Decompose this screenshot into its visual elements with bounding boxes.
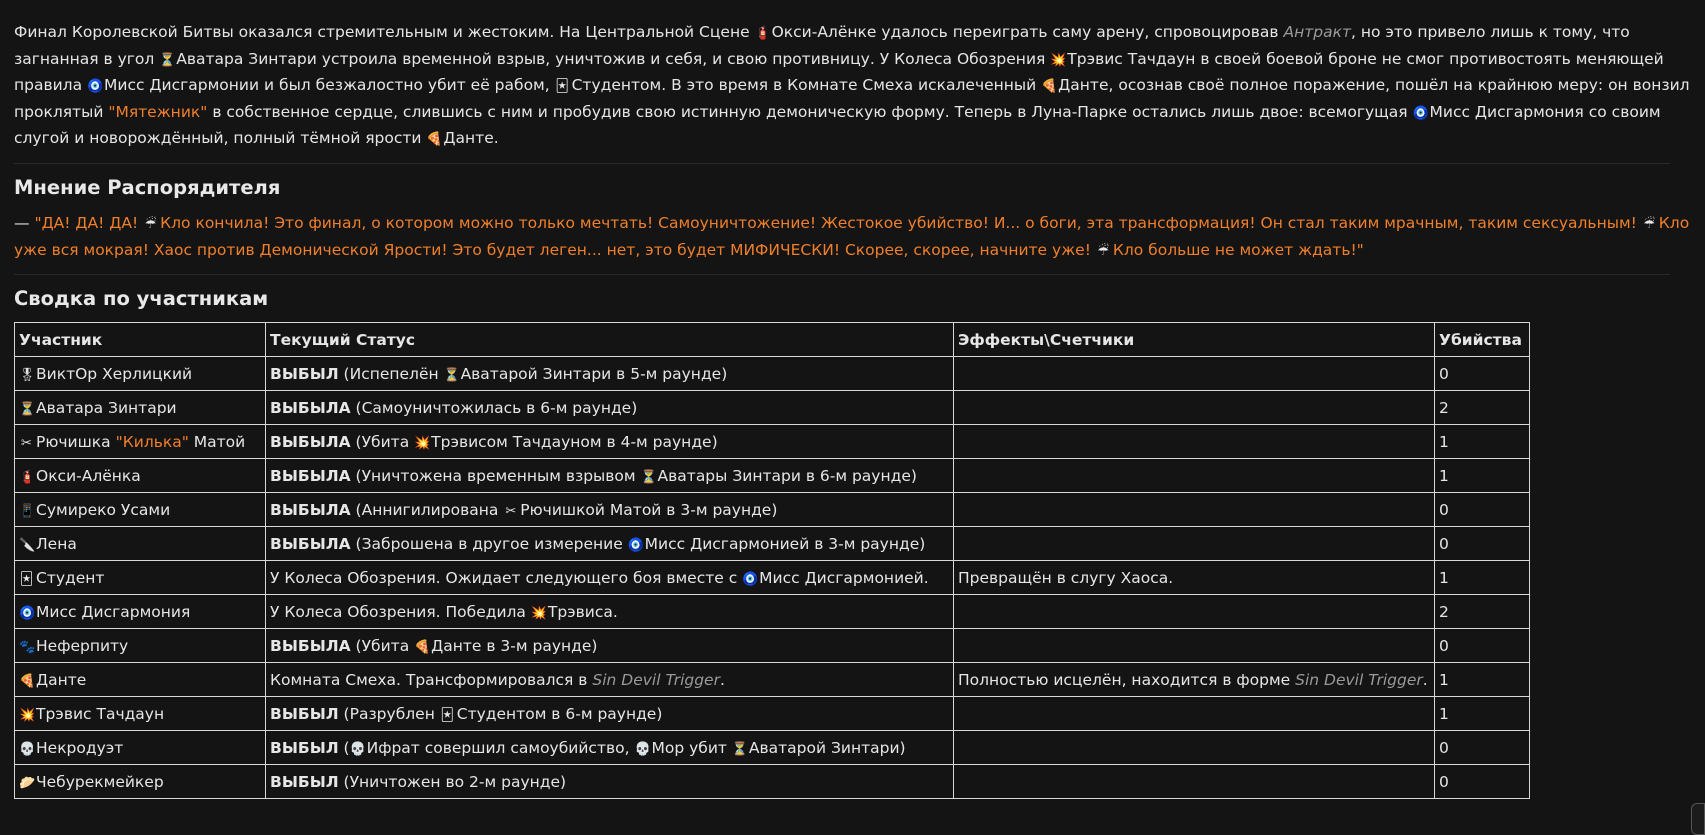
- skull-icon: 💀: [634, 741, 651, 757]
- kills-cell: 1: [1435, 459, 1530, 493]
- status-text: У Колеса Обозрения. Ожидает следующего боя вместе с: [270, 568, 743, 587]
- medal-icon: 🎖: [19, 367, 36, 383]
- divider: [14, 274, 1670, 275]
- kills-cell: 0: [1435, 765, 1530, 799]
- effects-text: .: [1422, 670, 1428, 689]
- intro-paragraph: [14, 20, 1690, 153]
- explosion-icon: 💥: [530, 605, 548, 621]
- status-cell: [266, 493, 954, 527]
- participant-name: Данте: [36, 670, 87, 689]
- status-badge: ВЫБЫЛА: [270, 398, 351, 417]
- participant-cell: [15, 595, 266, 629]
- effects-cell: [954, 629, 1435, 663]
- hourglass-icon: ⏳: [731, 741, 749, 757]
- intro-text: Мисс Дисгармония со своим слугой и новорождённый, полный тёмной ярости: [14, 102, 1661, 148]
- participant-cell: [15, 357, 266, 391]
- status-text: Данте в 3-м раунде): [431, 636, 598, 655]
- status-badge: ВЫБЫЛ: [270, 738, 339, 757]
- quote-text: Кло уже вся мокрая! Хаос против Демонической Ярости! Это будет леген... нет, это будет МИФИЧЕСКИ! Скорее, скорее, начните уже!: [14, 213, 1690, 259]
- quote-text: "ДА! ДА! ДА!: [34, 213, 144, 232]
- participant-cell: [15, 765, 266, 799]
- status-text: Аватары Зинтари в 6-м раунде): [657, 466, 917, 485]
- table-row: [15, 561, 1530, 595]
- table-row: [15, 595, 1530, 629]
- status-cell: [266, 391, 954, 425]
- summary-heading: Сводка по участникам: [14, 287, 269, 311]
- participant-name: Чебурекмейкер: [36, 772, 164, 791]
- status-text: Аватарой Зинтари в 5-м раунде): [460, 364, 728, 383]
- nazar-amulet-icon: 🧿: [1412, 105, 1429, 121]
- status-text: (Испепелён: [338, 364, 444, 383]
- status-text: (: [338, 738, 350, 757]
- participant-cell: [15, 527, 266, 561]
- table-row: [15, 765, 1530, 799]
- participant-name: Окси-Алёнка: [36, 466, 141, 485]
- participant-name: Рючишка: [36, 432, 116, 451]
- intermission-emphasis: Антракт: [1283, 23, 1351, 41]
- table-body: [15, 357, 1530, 799]
- rebel-quote: "Мятежник": [108, 102, 208, 121]
- fire-extinguisher-icon: 🧯: [19, 469, 36, 485]
- table-row: [15, 697, 1530, 731]
- status-cell: [266, 663, 954, 697]
- participant-cell: [15, 391, 266, 425]
- status-text: Рючишкой Матой в 3-м раунде): [520, 500, 778, 519]
- participants-table: [14, 322, 1530, 799]
- status-text: (Убита: [350, 636, 415, 655]
- status-emphasis: Sin Devil Trigger: [592, 670, 720, 689]
- status-text: Мор убит: [651, 738, 732, 757]
- intro-text: Мисс Дисгармонии и был безжалостно убит её рабом,: [104, 76, 555, 95]
- header-kills: Убийства: [1435, 323, 1530, 357]
- effects-cell: [954, 527, 1435, 561]
- intro-text: Трэвис Тачдаун в своей боевой броне не смог противостоять меняющей правила: [14, 49, 1664, 95]
- status-text: Мисс Дисгармонией в 3-м раунде): [644, 534, 926, 553]
- effects-cell: [954, 493, 1435, 527]
- table-row: [15, 357, 1530, 391]
- status-text: Трэвисом Тачдауном в 4-м раунде): [431, 432, 718, 451]
- effects-cell: [954, 663, 1435, 697]
- status-text: Ифрат совершил самоубийство,: [366, 738, 635, 757]
- intro-text: Данте.: [443, 129, 499, 148]
- effects-cell: [954, 357, 1435, 391]
- status-badge: ВЫБЫЛА: [270, 466, 351, 485]
- effects-cell: [954, 561, 1435, 595]
- effects-text: Превращён в слугу Хаоса.: [958, 568, 1174, 587]
- skull-icon: 💀: [349, 741, 366, 757]
- kills-cell: 0: [1435, 357, 1530, 391]
- table-row: [15, 425, 1530, 459]
- participant-cell: [15, 697, 266, 731]
- status-text: (Уничтожен во 2-м раунде): [338, 772, 567, 791]
- participant-name: Студент: [36, 568, 105, 587]
- header-status: Текущий Статус: [266, 323, 954, 357]
- hourglass-icon: ⏳: [19, 401, 36, 417]
- intro-text: Студентом. В это время в Комнате Смеха искалеченный: [571, 76, 1042, 95]
- status-text: (Разрублен: [338, 704, 440, 723]
- kills-cell: 0: [1435, 629, 1530, 663]
- status-cell: [266, 765, 954, 799]
- participant-name: Некродуэт: [36, 738, 124, 757]
- nazar-amulet-icon: 🧿: [19, 605, 36, 621]
- status-badge: ВЫБЫЛ: [270, 364, 339, 383]
- skull-icon: 💀: [19, 741, 36, 757]
- table-header-row: [15, 323, 1530, 357]
- joker-card-icon: 🃏: [440, 707, 454, 723]
- pizza-icon: 🍕: [19, 673, 36, 689]
- participant-name: Лена: [36, 534, 77, 553]
- kills-cell: 1: [1435, 561, 1530, 595]
- status-badge: ВЫБЫЛА: [270, 534, 351, 553]
- status-text: Студентом в 6-м раунде): [456, 704, 663, 723]
- kills-cell: 1: [1435, 425, 1530, 459]
- opinion-quote: [14, 211, 1690, 264]
- table-row: [15, 459, 1530, 493]
- status-cell: [266, 425, 954, 459]
- participant-name: Мисс Дисгармония: [36, 602, 191, 621]
- intro-text: Данте, осознав своё полное поражение, пошёл на крайнюю меру: он вонзил проклятый: [14, 76, 1690, 121]
- participant-cell: [15, 561, 266, 595]
- table-row: [15, 663, 1530, 697]
- intro-text: в собственное сердце, слившись с ним и пробудив свою истинную демоническую форму. Теперь в Луна-Парке остались лишь двое: всемогущая: [207, 102, 1413, 121]
- kills-cell: 0: [1435, 493, 1530, 527]
- quote-text: Кло больше не может ждать!": [1112, 240, 1364, 259]
- nazar-amulet-icon: 🧿: [87, 79, 104, 95]
- intro-text: Финал Королевской Битвы оказался стремительным и жестоким. На Центральной Сцене: [14, 23, 755, 41]
- effects-cell: [954, 765, 1435, 799]
- intro-text: Аватара Зинтари устроила временной взрыв, уничтожив и себя, и свою противницу. У Колеса Обозрения: [176, 49, 1051, 68]
- table-row: [15, 493, 1530, 527]
- status-cell: [266, 459, 954, 493]
- kills-cell: 1: [1435, 663, 1530, 697]
- kills-cell: 0: [1435, 731, 1530, 765]
- nazar-amulet-icon: 🧿: [627, 537, 644, 553]
- effects-emphasis: Sin Devil Trigger: [1295, 670, 1423, 689]
- divider: [14, 163, 1670, 164]
- scroll-handle[interactable]: [1691, 803, 1705, 835]
- quote-text: Кло кончила! Это финал, о котором можно только мечтать! Самоуничтожение! Жестокое убийство! И... о боги, эта трансформация! Он стал таким мрачным, таким сексуальным!: [160, 213, 1642, 232]
- participant-cell: [15, 663, 266, 697]
- knife-icon: 🔪: [19, 537, 36, 553]
- effects-text: Полностью исцелён, находится в форме: [958, 670, 1296, 689]
- kills-cell: 0: [1435, 527, 1530, 561]
- opinion-heading: Мнение Распорядителя: [14, 175, 281, 199]
- joker-card-icon: 🃏: [19, 571, 34, 587]
- participant-cell: [15, 629, 266, 663]
- paw-icon: 🐾: [19, 639, 36, 655]
- participant-name: Сумиреко Усами: [36, 500, 171, 519]
- header-effects: Эффекты\Счетчики: [954, 323, 1435, 357]
- status-text: Трэвиса.: [547, 602, 618, 621]
- status-text: (Заброшена в другое измерение: [350, 534, 628, 553]
- explosion-icon: 💥: [414, 435, 431, 451]
- kills-cell: 1: [1435, 697, 1530, 731]
- status-badge: ВЫБЫЛА: [270, 500, 351, 519]
- table-row: [15, 527, 1530, 561]
- fire-extinguisher-icon: 🧯: [754, 26, 771, 41]
- status-cell: [266, 697, 954, 731]
- hourglass-icon: ⏳: [443, 367, 460, 383]
- table-row: [15, 629, 1530, 663]
- joker-card-icon: 🃏: [555, 79, 569, 95]
- participant-name: Аватара Зинтари: [36, 398, 177, 417]
- participant-cell: [15, 493, 266, 527]
- nazar-amulet-icon: 🧿: [742, 571, 759, 587]
- participant-name: Неферпиту: [36, 636, 129, 655]
- intro-text: , но это привело лишь к тому, что загнанная в угол: [14, 23, 1630, 68]
- phone-icon: 📱: [19, 503, 36, 519]
- dash: —: [14, 213, 35, 232]
- scissors-icon: ✂: [21, 435, 32, 451]
- status-text: У Колеса Обозрения. Победила: [270, 602, 531, 621]
- pizza-icon: 🍕: [414, 639, 431, 655]
- participant-name: Трэвис Тачдаун: [36, 704, 165, 723]
- hourglass-icon: ⏳: [159, 52, 176, 68]
- status-text: (Самоуничтожилась в 6-м раунде): [350, 398, 638, 417]
- participant-nickname: "Килька": [115, 432, 189, 451]
- chat-message: [14, 20, 1690, 799]
- table-row: [15, 731, 1530, 765]
- table-row: [15, 391, 1530, 425]
- participant-name: ВиктОр Херлицкий: [36, 364, 193, 383]
- explosion-icon: 💥: [1050, 52, 1067, 68]
- participant-name: Матой: [188, 432, 246, 451]
- effects-cell: [954, 425, 1435, 459]
- effects-cell: [954, 697, 1435, 731]
- pizza-icon: 🍕: [426, 132, 443, 148]
- intro-text: Окси-Алёнке удалось переиграть саму арену, спровоцировав: [771, 23, 1284, 41]
- status-text: Комната Смеха. Трансформировался в: [270, 670, 593, 689]
- status-cell: [266, 595, 954, 629]
- effects-cell: [954, 459, 1435, 493]
- status-cell: [266, 561, 954, 595]
- status-cell: [266, 731, 954, 765]
- header-participant: Участник: [15, 323, 266, 357]
- status-badge: ВЫБЫЛА: [270, 432, 351, 451]
- umbrella-rain-icon: ☔: [144, 216, 157, 232]
- effects-cell: [954, 391, 1435, 425]
- umbrella-rain-icon: ☔: [1097, 243, 1110, 259]
- effects-cell: [954, 731, 1435, 765]
- participant-cell: [15, 459, 266, 493]
- status-cell: [266, 629, 954, 663]
- status-text: Аватарой Зинтари): [748, 738, 906, 757]
- kills-cell: 2: [1435, 391, 1530, 425]
- status-badge: ВЫБЫЛ: [270, 704, 339, 723]
- umbrella-rain-icon: ☔: [1643, 216, 1656, 232]
- pizza-icon: 🍕: [1041, 79, 1058, 95]
- effects-cell: [954, 595, 1435, 629]
- explosion-icon: 💥: [19, 707, 36, 723]
- dumpling-icon: 🥟: [19, 775, 36, 791]
- status-text: .: [719, 670, 725, 689]
- scissors-icon: ✂: [505, 503, 517, 519]
- participant-cell: [15, 425, 266, 459]
- status-text: (Уничтожена временным взрывом: [350, 466, 641, 485]
- status-badge: ВЫБЫЛА: [270, 636, 351, 655]
- status-cell: [266, 527, 954, 561]
- hourglass-icon: ⏳: [640, 469, 657, 485]
- status-badge: ВЫБЫЛ: [270, 772, 339, 791]
- status-cell: [266, 357, 954, 391]
- status-text: (Убита: [350, 432, 415, 451]
- status-text: Мисс Дисгармонией.: [759, 568, 929, 587]
- participant-cell: [15, 731, 266, 765]
- kills-cell: 2: [1435, 595, 1530, 629]
- status-text: (Аннигилирована: [350, 500, 504, 519]
